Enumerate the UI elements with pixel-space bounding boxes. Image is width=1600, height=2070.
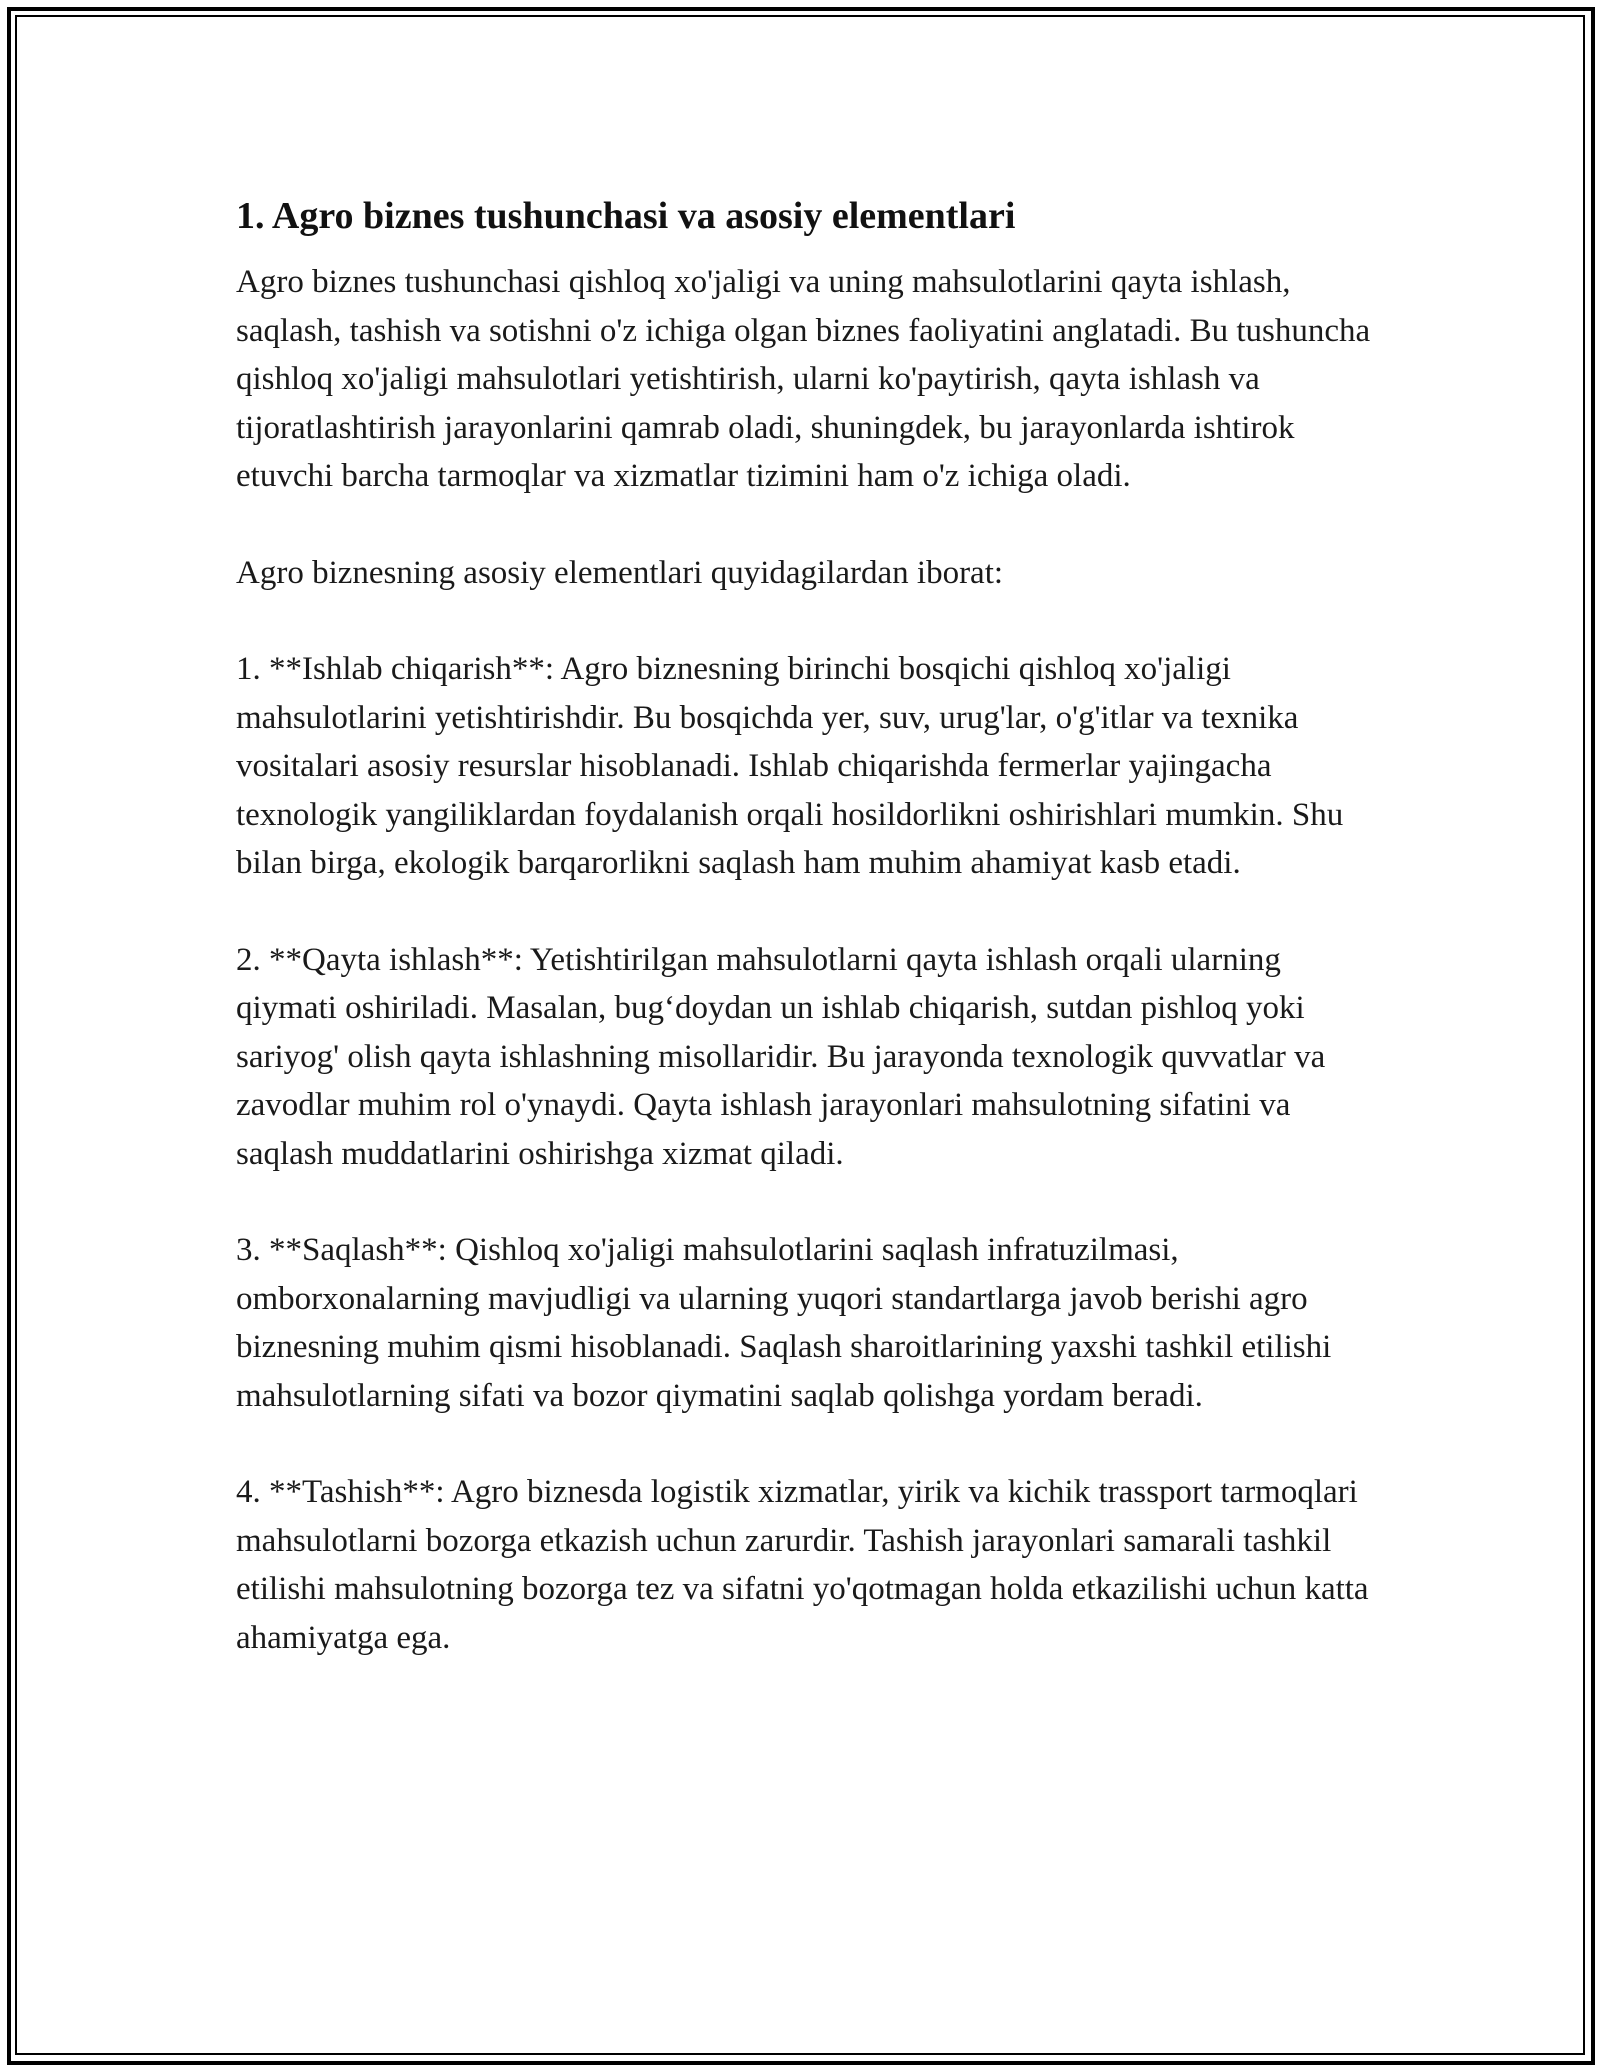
section-heading: 1. Agro biznes tushunchasi va asosiy elementlari (236, 195, 1016, 237)
element-storage-paragraph: 3. **Saqlash**: Qishloq xo'jaligi mahsulotlarini saqlash infratuzilmasi, omborxonalarning mavjudligi va ularning yuqori standartlarga javob berishi agro biznesning muhim qismi hisoblanadi. Saqlash sharoitlarining yaxshi tashkil etilishi mahsulotlarning sifati va bozor qiymatini saqlab qolishga yordam beradi. (236, 1232, 1332, 1414)
element-production-paragraph: 1. **Ishlab chiqarish**: Agro biznesning birinchi bosqichi qishloq xo'jaligi mahsulotlarini yetishtirishdir. Bu bosqichda yer, suv, urug'lar, o'g'itlar va texnika vositalari asosiy resurslar hisoblanadi. Ishlab chiqarishda fermerlar yajingacha texnologik yangiliklardan foydalanish orqali hosildorlikni oshirishlari mumkin. Shu bilan birga, ekologik barqarorlikni saqlash ham muhim ahamiyat kasb etadi. (236, 651, 1344, 881)
elements-intro-paragraph: Agro biznesning asosiy elementlari quyidagilardan iborat: (236, 554, 1004, 591)
element-transport-paragraph: 4. **Tashish**: Agro biznesda logistik xizmatlar, yirik va kichik trassport tarmoqlari mahsulotlarni bozorga etkazish uchun zarurdir. Tashish jarayonlari samarali tashkil etilishi mahsulotning bozorga tez va sifatni yo'qotmagan holda etkazilishi uchun katta ahamiyatga ega. (236, 1474, 1369, 1656)
element-processing-paragraph: 2. **Qayta ishlash**: Yetishtirilgan mahsulotlarni qayta ishlash orqali ularning qiymati oshiriladi. Masalan, bug‘doydan un ishlab chiqarish, sutdan pishloq yoki sariyog' olish qayta ishlashning misollaridir. Bu jarayonda texnologik quvvatlar va zavodlar muhim rol o'ynaydi. Qayta ishlash jarayonlari mahsulotning sifatini va saqlash muddatlarini oshirishga xizmat qiladi. (236, 941, 1326, 1172)
intro-paragraph: Agro biznes tushunchasi qishloq xo'jaligi va uning mahsulotlarini qayta ishlash, saqlash, tashish va sotishni o'z ichiga olgan biznes faoliyatini anglatadi. Bu tushuncha qishloq xo'jaligi mahsulotlari yetishtirish, ularni ko'paytirish, qayta ishlash va tijoratlashtirish jarayonlarini qamrab oladi, shuningdek, bu jarayonlarda ishtirok etuvchi barcha tarmoqlar va xizmatlar tizimini ham o'z ichiga oladi. (236, 264, 1371, 494)
document-body (236, 190, 1376, 1662)
